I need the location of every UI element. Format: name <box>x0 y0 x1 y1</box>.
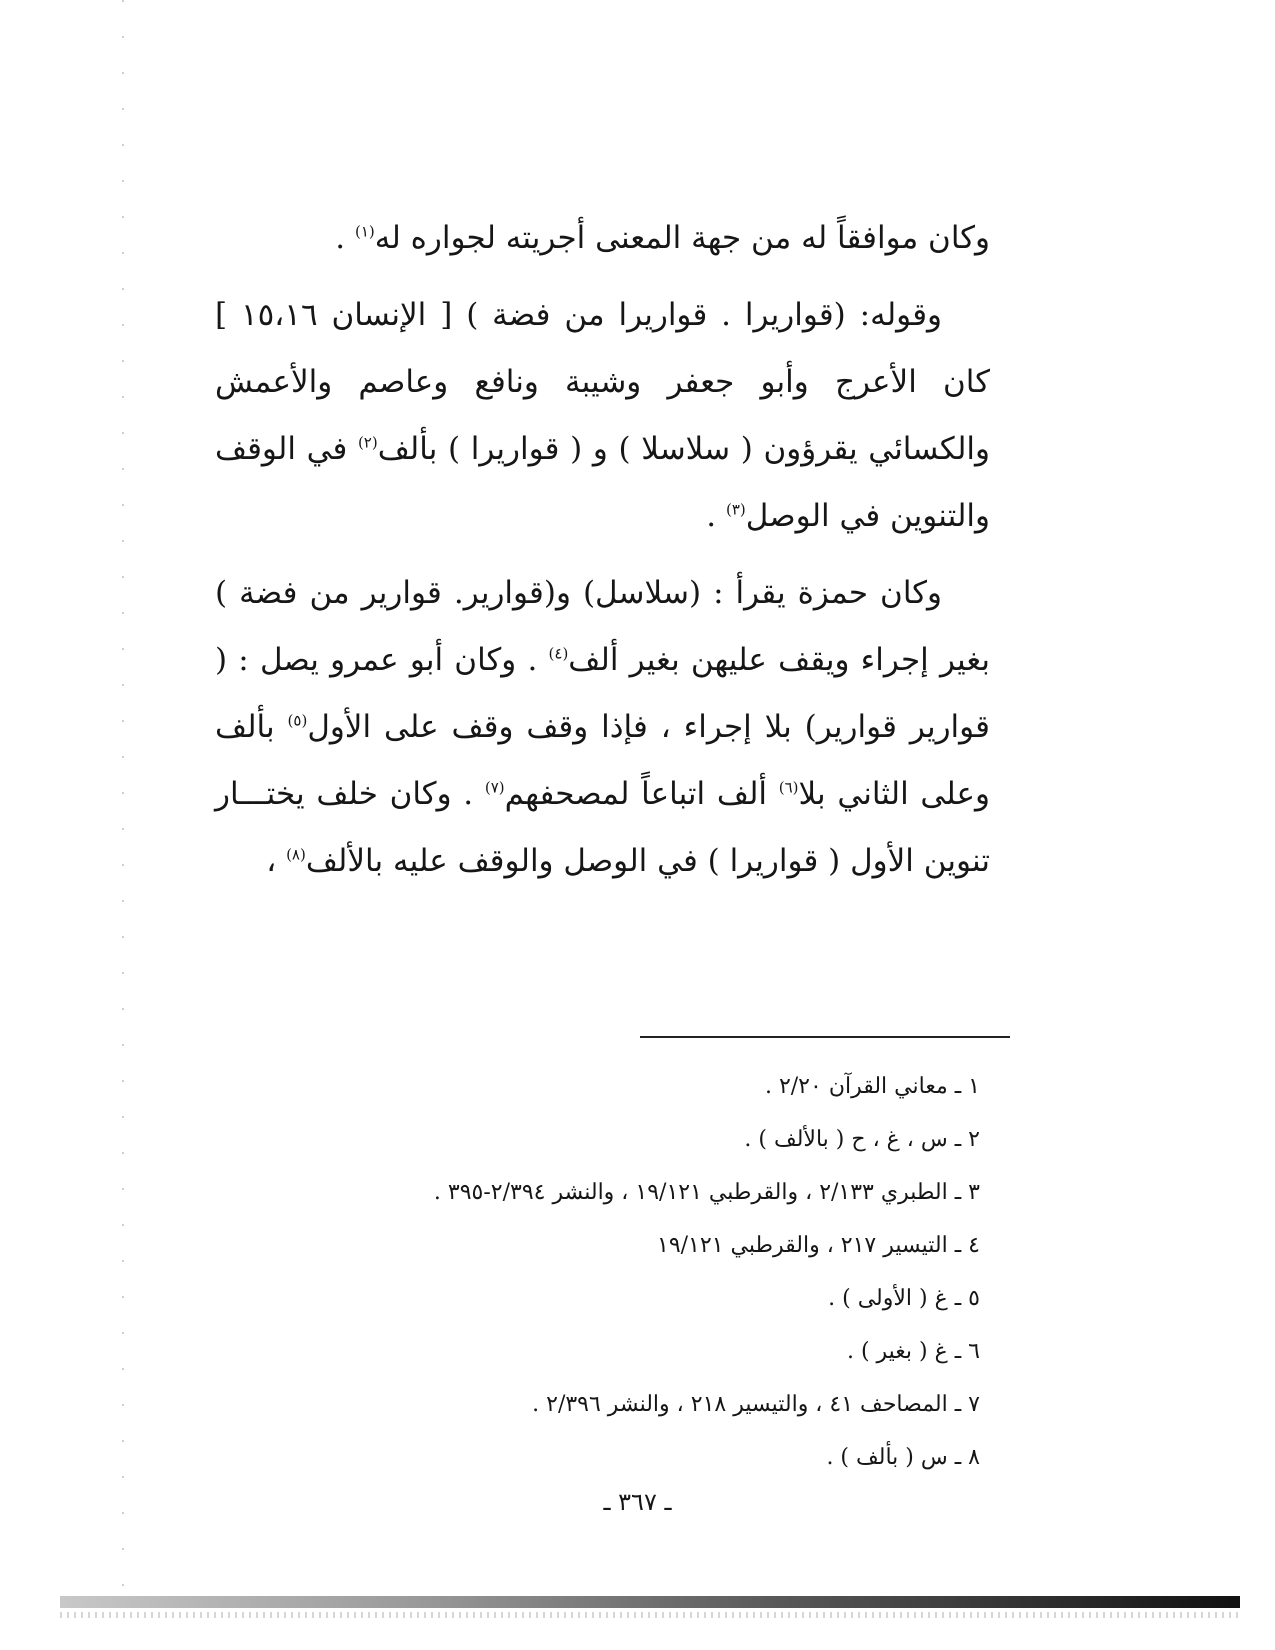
paragraph-text: وقوله: (قواريرا . قواريرا من فضة ) [ الإنسان ١٥،١٦ ] كان الأعرج وأبو جعفر وشيبة ونافع وعاصم والأعمش والكسائي يقرؤون ( سلاسلا ) و ( قواريرا ) بألف <box>215 297 990 467</box>
main-text <box>215 205 990 895</box>
footnote-item: ٨ ـ س ( بألف ) . <box>826 1445 980 1470</box>
paragraph-2 <box>215 282 990 550</box>
footnote-ref-3: (٣) <box>726 500 746 519</box>
footnote-item: ١ ـ معاني القرآن ٢/٢٠ . <box>764 1074 980 1099</box>
footnote-item: ٤ ـ التيسير ٢١٧ ، والقرطبي ١٩/١٢١ <box>657 1233 980 1258</box>
footnotes <box>215 1060 980 1484</box>
paragraph-tail-2: . <box>706 498 726 534</box>
paragraph-3 <box>215 560 990 895</box>
scan-edge-speckle <box>60 1612 1240 1618</box>
footnote-item: ٥ ـ غ ( الأولى ) . <box>828 1286 980 1311</box>
scan-margin-dots <box>122 0 124 1590</box>
page-number: ـ ٣٦٧ ـ <box>603 1488 672 1516</box>
footnote-ref-5: (٥) <box>287 711 308 730</box>
paragraph-text: وكان موافقاً له من جهة المعنى أجريته لجواره له <box>374 220 990 256</box>
paragraph-tail-5: ، <box>266 843 287 879</box>
paragraph-text: وكان حمزة يقرأ : (سلاسل) و(قوارير. قوارير من فضة ) بغير إجراء ويقف عليهن بغير ألف <box>215 575 990 678</box>
paragraph-tail-2: بألف وعلى الثاني بلا <box>215 709 990 812</box>
paragraph-1 <box>215 205 990 272</box>
footnote-item: ٧ ـ المصاحف ٤١ ، والتيسير ٢١٨ ، والنشر ٢/٣٩٦ . <box>532 1392 980 1417</box>
footnote-ref-4: (٤) <box>548 644 569 663</box>
footnote-ref-7: (٧) <box>484 778 505 797</box>
paragraph-tail: في الوقف والتنوين في الوصل <box>215 431 990 534</box>
footnote-ref-1: (١) <box>354 222 375 241</box>
paragraph-tail-3: ألف اتباعاً لمصحفهم <box>504 776 779 812</box>
paragraph-tail: . وكان أبو عمرو يصل : ( قوارير قوارير) بلا إجراء ، فإذا وقف وقف على الأول <box>215 642 990 745</box>
footnote-item: ٣ ـ الطبري ٢/١٣٣ ، والقرطبي ١٩/١٢١ ، والنشر ٢/٣٩٤-٣٩٥ . <box>433 1180 980 1205</box>
footnote-ref-6: (٦) <box>778 778 799 797</box>
footnote-ref-8: (٨) <box>286 845 306 864</box>
footnote-ref-2: (٢) <box>357 433 378 452</box>
footnote-item: ٦ ـ غ ( بغير ) . <box>846 1339 980 1364</box>
paragraph-tail-4: . وكان خلف يختـــار تنوين الأول ( قواريرا ) في الوصل والوقف عليه بالألف <box>215 776 990 879</box>
footnote-item: ٢ ـ س ، غ ، ح ( بالألف ) . <box>744 1127 980 1152</box>
scan-edge-bar <box>60 1596 1240 1608</box>
paragraph-tail: . <box>335 220 355 256</box>
footnote-separator <box>640 1036 1010 1038</box>
